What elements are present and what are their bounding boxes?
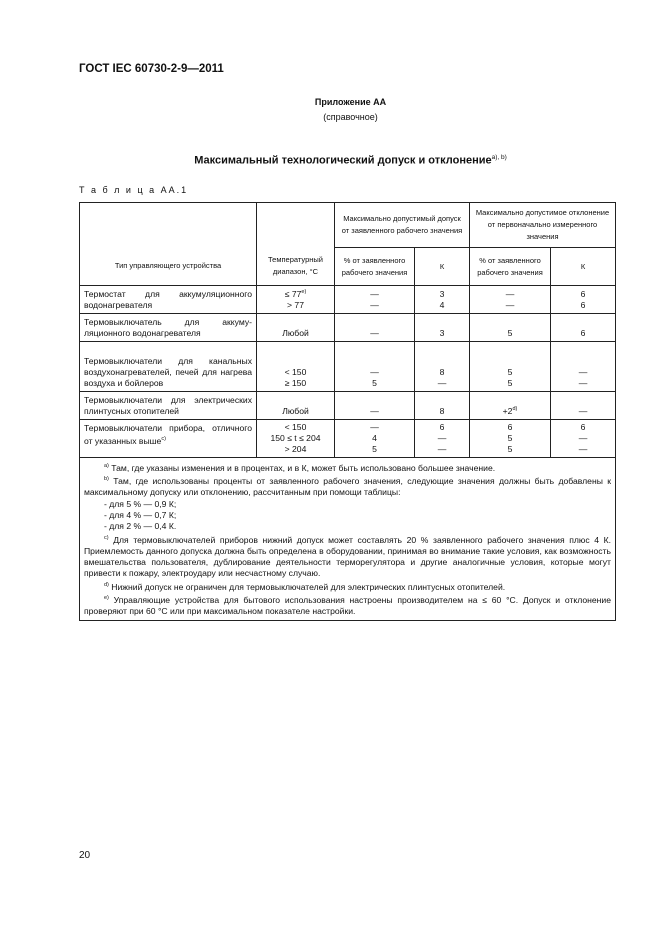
table-row bbox=[80, 286, 616, 314]
tolerance-pct-cell: — bbox=[335, 392, 415, 420]
footnote-mark: d) bbox=[512, 406, 518, 413]
note-b-list-item: - для 2 % — 0,4 К. bbox=[104, 521, 177, 532]
tolerance-pct-cell: — bbox=[335, 314, 415, 342]
header-device-type: Тип управляющего устройства bbox=[80, 248, 257, 286]
temp-range-cell: Любой bbox=[257, 314, 335, 342]
temp-range-cell: Любой bbox=[257, 392, 335, 420]
tolerance-table bbox=[79, 202, 616, 621]
deviation-pct-cell: 5 bbox=[470, 314, 551, 342]
tolerance-k-cell: 3 4 bbox=[415, 286, 470, 314]
device-type-cell bbox=[80, 420, 257, 458]
tolerance-k-cell: 3 bbox=[415, 314, 470, 342]
temp-range-cell bbox=[257, 286, 335, 314]
tolerance-k-cell: 8 — bbox=[415, 342, 470, 392]
document-code: ГОСТ IEC 60730-2-9—2011 bbox=[79, 63, 224, 75]
temp-value: ≤ 77 bbox=[284, 289, 302, 299]
header-empty-cell bbox=[257, 203, 335, 248]
deviation-pct-cell bbox=[470, 392, 551, 420]
annex-heading bbox=[0, 95, 661, 125]
deviation-value: +2 bbox=[502, 406, 513, 416]
device-type-text: Термовыключатели прибора, отличного от указанных выше bbox=[84, 423, 252, 446]
deviation-pct-cell: 5 5 bbox=[470, 342, 551, 392]
table-notes-row bbox=[80, 458, 616, 621]
tolerance-k-cell: 6 — — bbox=[415, 420, 470, 458]
deviation-pct-cell: — — bbox=[470, 286, 551, 314]
temp-range-cell: < 150 150 ≤ t ≤ 204 > 204 bbox=[257, 420, 335, 458]
deviation-k-cell: — bbox=[551, 392, 616, 420]
device-type-cell: Термовыключатели для электрических плинтусных отопителей bbox=[80, 392, 257, 420]
device-type-cell: Термовыключатель для аккумуляционного водонагревателя bbox=[80, 314, 257, 342]
table-row bbox=[80, 314, 616, 342]
table-row bbox=[80, 342, 616, 392]
header-tolerance-pct: % от заявленного рабочего значения bbox=[335, 248, 415, 286]
note-b-list-item: - для 5 % — 0,9 К; bbox=[104, 498, 177, 509]
deviation-k-cell: 6 bbox=[551, 314, 616, 342]
deviation-pct-cell: 6 5 5 bbox=[470, 420, 551, 458]
note-a: $^{a)}$ Там, где указаны изменения и в процентах, и в К, может быть использовано большее значение. bbox=[104, 462, 496, 473]
annex-subtitle: (справочное) bbox=[323, 112, 378, 122]
device-type-cell: Термовыключатели для канальных воздухонагревателей, печей для нагрева воздуха и бойлеров bbox=[80, 342, 257, 392]
table-row bbox=[80, 420, 616, 458]
note-c: $^{c)}$ Для термовыключателей приборов нижний допуск может составлять 20 % заявленного рабочего значения плюс 4 К. Приемлемость данного допуска должна быть определена в оборудовании, принимая во внимание такие условия, как возможность вмешательства пользователя, дублирование деятельности терморегулятора и другие аналогичные условия, которые могут привести к пожару, электроудару или несчастному случаю. bbox=[84, 534, 612, 579]
table-row bbox=[80, 392, 616, 420]
table-header-row-1 bbox=[80, 203, 616, 248]
header-deviation-group: Максимально допустимое отклонение от первоначально измеренного значения bbox=[470, 203, 616, 248]
page-number: 20 bbox=[79, 850, 91, 861]
header-deviation-k: К bbox=[551, 248, 616, 286]
header-tolerance-k: К bbox=[415, 248, 470, 286]
tolerance-pct-cell: — 4 5 bbox=[335, 420, 415, 458]
note-b-list-item: - для 4 % — 0,7 К; bbox=[104, 509, 177, 520]
table-label: Т а б л и ц а АА.1 bbox=[79, 185, 189, 195]
deviation-k-cell: — — bbox=[551, 342, 616, 392]
table-notes bbox=[80, 458, 616, 621]
header-tolerance-group: Максимально допустимый допуск от заявленного рабочего значения bbox=[335, 203, 470, 248]
annex-title: Приложение АА bbox=[314, 97, 387, 107]
note-b: $^{b)}$ Там, где использованы проценты от заявленного рабочего значения, следующие значения должны быть добавлены к максимальному допуску или отклонению, рассчитанным при помощи таблицы: bbox=[84, 476, 612, 498]
tolerance-k-cell: 8 bbox=[415, 392, 470, 420]
section-title-text: Максимальный технологический допуск и отклонение bbox=[194, 154, 492, 167]
header-empty-cell bbox=[80, 203, 257, 248]
device-type-cell: Термостат для аккумуляционного водонагревателя bbox=[80, 286, 257, 314]
footnote-mark: c) bbox=[161, 436, 166, 442]
tolerance-pct-cell: — 5 bbox=[335, 342, 415, 392]
table-header-row-2 bbox=[80, 248, 616, 286]
note-d: $^{d)}$ Нижний допуск не ограничен для термовыключателей для электрических плинтусных отопителей. bbox=[104, 581, 506, 592]
temp-range-cell: < 150 ≥ 150 bbox=[257, 342, 335, 392]
header-deviation-pct: % от заявленного рабочего значения bbox=[470, 248, 551, 286]
section-title-footnote-marks: a), b) bbox=[491, 154, 507, 161]
deviation-k-cell: 6 — — bbox=[551, 420, 616, 458]
temp-value: > 77 bbox=[287, 300, 304, 310]
tolerance-pct-cell: — — bbox=[335, 286, 415, 314]
footnote-mark: e) bbox=[301, 289, 307, 296]
section-title bbox=[0, 154, 661, 167]
deviation-k-cell: 6 6 bbox=[551, 286, 616, 314]
note-e: $^{e)}$ Управляющие устройства для бытового использования настроены производителем на ≤ 60 °С. Допуск и отклонение проверяют при 60 °С или при максимальном показателе настройки. bbox=[84, 594, 611, 616]
header-temp-range: Температурный диапазон, °С bbox=[257, 248, 335, 286]
